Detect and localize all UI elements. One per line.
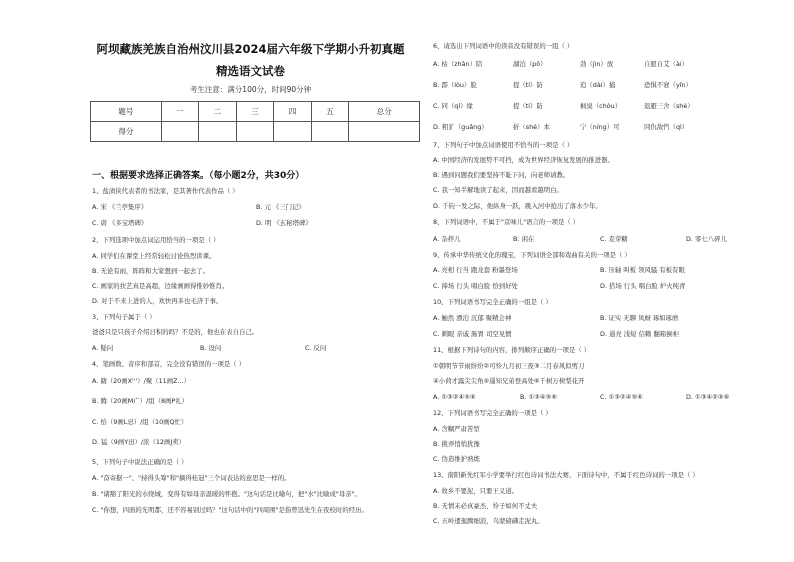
q10-option-b: B. 证实 无聊 凤蚜 琢如琢磨 [600,314,679,322]
q12-option-c: C. 伪造维护熟练 [433,455,480,463]
q4-option-b: B. 腾（20画M广）/组（8画P礼） [92,397,189,405]
score-cell [199,122,237,142]
q6-b-3: 追（dài）捕 [580,81,616,89]
question-8: 8、下列词语中，不属于"京味儿"语言的一项是（ ） [433,218,580,226]
exam-note: 考生注意：满分100分，时间90分钟 [189,85,312,94]
score-cell [311,122,349,142]
q5-option-c: C. "你想，四面的光明都，还不容易别过吗？"这句话中的"四周围"是指曾迅先生在夜校时的经历。 [92,506,368,514]
exam-title [78,38,423,82]
q6-a-4: 自愿自艾（ài） [644,60,689,68]
question-11: 11、根据下列诗句的内容，排列顺序正确的一项是（ ） [433,346,591,354]
score-row-label: 得分 [91,122,162,142]
q11-option-d: D. ①③④②⑤⑥ [686,393,730,401]
q2-option-c: C. 画家的扶艺真是高超，边缘画画得惟妙惟肖。 [92,282,229,290]
q6-b-1: B. 霹（lòu）脸 [433,81,477,89]
score-cell [161,122,199,142]
title-line-2: 精选语文试卷 [216,64,285,78]
score-table-header-row [91,102,420,122]
question-3-sentence: 爸爸只是只孩子介绍日积的吗？不是的，他也在表自自己。 [92,328,259,336]
score-header-cell: 三 [236,102,274,122]
q6-c-1: C. 同（qí）缘 [433,102,473,110]
q1-option-b: B. 元 《三门记》 [256,203,305,211]
score-table-score-row [91,122,420,142]
q6-c-3: 枫臭（chòu） [580,102,622,110]
q6-a-3: 劲（jìn）放 [580,60,614,68]
score-cell [274,122,312,142]
q2-option-d: D. 对于不来上进的人，欢快再多也毛济于事。 [92,297,223,305]
score-header-cell: 题号 [91,102,162,122]
q3-option-c: C. 反问 [305,344,327,352]
q10-option-c: C. 刺眼 亲戚 肠胃 司空见惯 [433,330,512,338]
question-9: 9、传承中华传统文化的瑰宝，下列词语全部和戏曲有关的一项是（ ） [433,251,631,259]
q9-option-a: A. 亮相 行当 跑龙套 粉墨登场 [433,266,518,274]
q5-option-a: A. "奋寄据一"、"持得头筹"和"摘得桂冠"三个词表达的意思是一样的。 [92,474,291,482]
question-5: 5、下列句子中说法正确的是（ ） [92,458,188,466]
q8-option-b: B. 闲在 [513,235,535,243]
question-13: 13、南阳新先红军小学要举行红色诗词书法大赛，下面诗句中，不属于红色诗词的一项是（ ） [433,471,699,479]
q2-option-a: A. 同学们在课堂上经常轻松讨论热烈讲课。 [92,252,216,260]
q13-option-b: B. 无情未必真豪杰，怜子如何不丈夫 [433,502,538,510]
q8-option-d: D. 零七八碎儿 [686,235,727,243]
q11-option-c: C. ①③②④⑤⑥ [600,393,643,401]
q13-option-a: A. 故乡不要泥，只要王义道。 [433,487,519,495]
q6-d-3: 宁（níng）可 [580,123,620,131]
q7-option-a: A. 中国经济的发展势不可挡，成为世界经济恢复发展的推进器。 [433,156,614,164]
score-header-cell: 五 [311,102,349,122]
q8-option-c: C. 麦芽糖 [600,235,628,243]
q1-option-a: A. 宋 《兰亭集序》 [92,203,148,211]
q4-option-d: D. 猛（9画Y田）/浓（12画J卖） [92,438,186,446]
q10-option-a: A. 触然 漂泊 沉郁 聚精会神 [433,314,512,322]
score-header-cell: 一 [161,102,199,122]
question-2: 2、下列选项中加点词运用恰当的一项是（ ） [92,236,220,244]
question-6: 6、请选出下列词语中的读音没有错误的一组（ ） [433,42,574,50]
q11-option-b: B. ①③④⑤⑥ [520,393,558,401]
question-3: 3、下列句子属于（ ） [92,313,156,321]
score-table [90,101,420,142]
q9-option-c: C. 捧场 行头 唱白脸 恰到好处 [433,282,518,290]
q6-c-4: 退避三舍（shè） [644,102,694,110]
q12-option-b: B. 挑弄悄悄犹豫 [433,440,480,448]
q4-option-c: C. 拾（9画L忌）/组（10画Q忙） [92,418,188,426]
score-header-cell: 总分 [349,102,420,122]
q3-option-b: B. 设问 [200,344,222,352]
q7-option-d: D. 千钧一发之际，他纵身一跃，跳入河中抢出了落水少年。 [433,202,602,210]
score-cell [236,122,274,142]
q7-option-b: B. 遇到问题我们要坚持不耻下问，向老师请教。 [433,171,570,179]
question-12: 12、下列词语书写完全正确的一项是（ ） [433,409,552,417]
q6-a-1: A. 枯（zhān）陪 [433,60,483,68]
q2-option-b: B. 无论有雨，阵阵和大家想到一起去了。 [92,267,210,275]
q4-option-a: A. 籍（20画X'''）/聚（11画Z...） [92,377,190,385]
q10-option-d: D. 通亮 浅短 信赖 翻箱倒柜 [600,330,679,338]
q6-d-1: D. 粗犷（guǎng） [433,123,488,131]
q9-option-b: B. 压轴 叫板 领风骚 有板有眼 [600,266,685,274]
section-1-heading: 一、根据要求选择正确答案。（每小题2分，共30分） [92,171,305,181]
question-1: 1、盐渍侠代表者的书法家，是其著作代表作品（ ） [92,187,239,195]
q13-option-c: C. 五岭逶迤腾细浪，乌蒙磅礴走泥丸。 [433,517,544,525]
q6-c-2: 提（tí）防 [513,102,543,110]
q11-option-a: A. ①③②④⑤⑥ [433,393,476,401]
q11-poem-line-1: ①朝明节节雨纷纷②可怜九月初三夜③二月春风似剪刀 [433,362,585,370]
score-header-cell: 四 [274,102,312,122]
q1-option-c: C. 唐 《多宝塔碑》 [92,219,148,227]
q6-b-2: 提（tí）防 [513,81,543,89]
score-header-cell: 二 [199,102,237,122]
question-7: 7、下列句子中加点词语使用不恰当的一项是（ ） [433,141,574,149]
score-cell [349,122,420,142]
q8-option-a: A. 杂拌儿 [433,235,461,243]
q11-poem-line-2: ④小荷才露尖尖角⑤遥知兄弟登高处⑥千树万树梨花开 [433,377,585,385]
question-10: 10、下列词语书写完全正确的一组是（ ） [433,298,552,306]
question-4: 4、笔画数、音序和部首，完全没有错误的一项是（ ） [92,360,246,368]
q6-b-4: 恐惧不窘（yǐn） [644,81,692,89]
q3-option-a: A. 疑问 [92,344,114,352]
q9-option-d: D. 搭场 行头 唱白脸 炉火纯青 [600,282,686,290]
q5-option-b: B. "诸豁了阳光的水绕城，变得有如母亲温暖的怀抱。"这句话是比喻句，把"水"比喻成"母亲"。 [92,490,361,498]
q12-option-a: A. 含糊严肃苦型 [433,425,480,433]
q1-option-d: D. 明 《玄秘塔碑》 [256,219,312,227]
q6-d-2: 折（shé）本 [513,123,550,131]
title-line-1: 阿坝藏族羌族自治州汶川县2024届六年级下学期小升初真题 [96,42,405,56]
q6-a-2: 湖泊（pō） [513,60,547,68]
q7-option-c: C. 我一知半解地读了起来，因而越看越明白。 [433,186,563,194]
q6-d-4: 同仇敌忾（qì） [644,123,689,131]
